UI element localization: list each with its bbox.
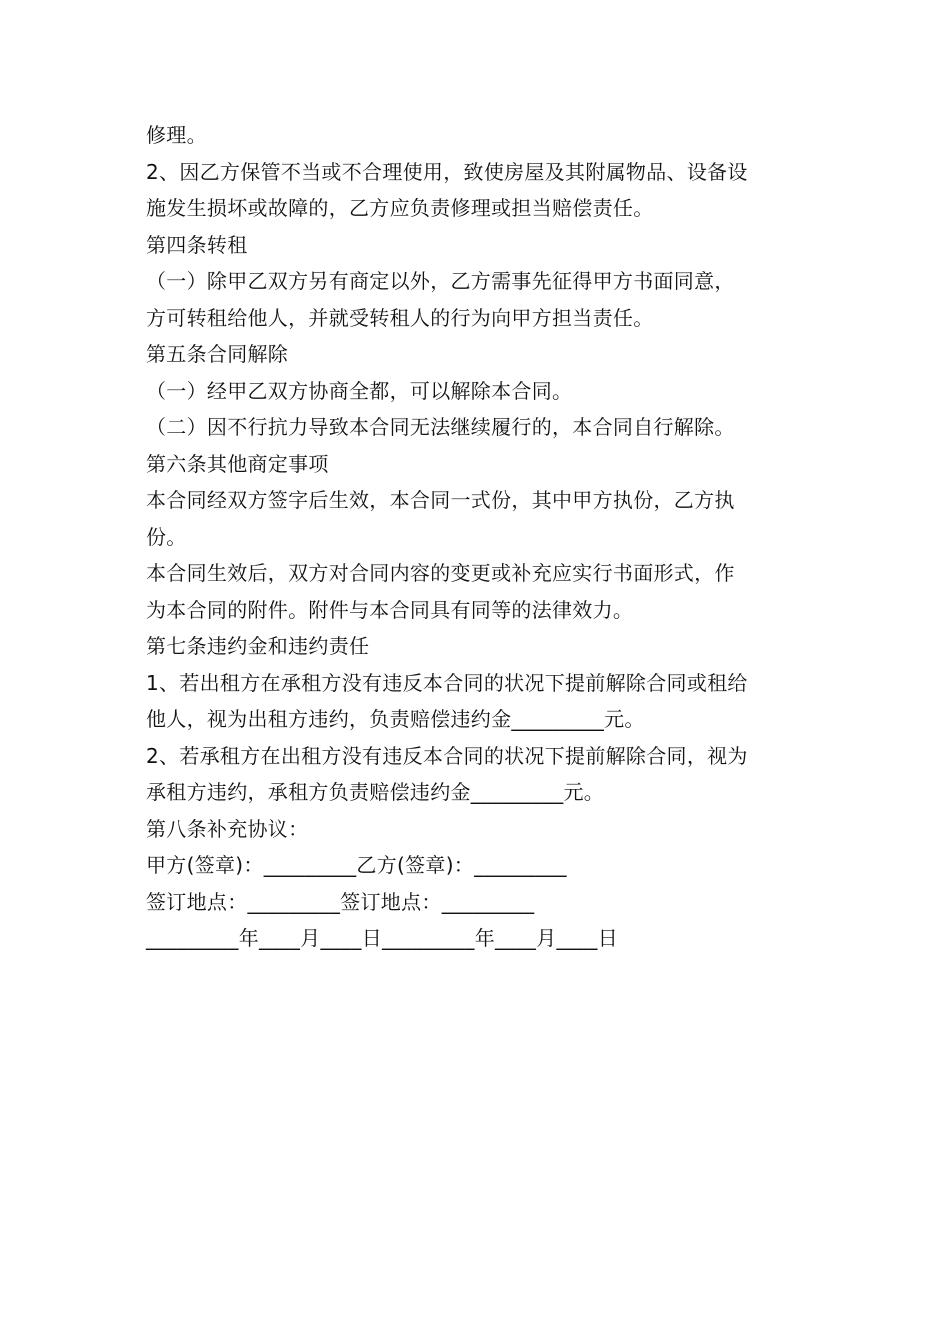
text-line: 修理。 xyxy=(146,123,207,147)
section-heading: 第四条转租 xyxy=(146,232,248,257)
signature-line: 甲方(签章)：_________乙方(签章)：_________ xyxy=(146,853,567,877)
document-body xyxy=(146,117,816,957)
text-line: 本合同生效后，双方对合同内容的变更或补充应实行书面形式，作 xyxy=(146,561,735,585)
text-line: （一）除甲乙双方另有商定以外，乙方需事先征得甲方书面同意， xyxy=(146,269,735,293)
text-line: 份。 xyxy=(146,524,187,549)
section-heading: 第五条合同解除 xyxy=(146,342,289,366)
signing-place-line: 签订地点：_________签订地点：_________ xyxy=(146,889,535,914)
text-line: 方可转租给他人，并就受转租人的行为向甲方担当责任。 xyxy=(146,305,654,330)
text-line: （二）因不行抗力导致本合同无法继续履行的，本合同自行解除。 xyxy=(146,415,735,439)
date-line: _________年____月____日_________年____月____日 xyxy=(146,926,618,950)
text-line: （一）经甲乙双方协商全都，可以解除本合同。 xyxy=(146,378,573,403)
text-line: 2、若承租方在出租方没有违反本合同的状况下提前解除合同，视为 xyxy=(146,743,748,768)
text-line: 1、若出租方在承租方没有违反本合同的状况下提前解除合同或租给 xyxy=(146,670,748,695)
section-heading: 第八条补充协议： xyxy=(146,816,309,841)
text-line: 2、因乙方保管不当或不合理使用，致使房屋及其附属物品、设备设 xyxy=(146,159,748,184)
text-line: 他人，视为出租方违约，负责赔偿违约金_________元。 xyxy=(146,707,645,731)
section-heading: 第六条其他商定事项 xyxy=(146,451,329,476)
text-line: 本合同经双方签字后生效，本合同一式份，其中甲方执份，乙方执 xyxy=(146,488,735,512)
section-heading: 第七条违约金和违约责任 xyxy=(146,634,370,658)
text-line: 承租方违约，承租方负责赔偿违约金_________元。 xyxy=(146,780,605,804)
text-line: 为本合同的附件。附件与本合同具有同等的法律效力。 xyxy=(146,597,634,622)
text-line: 施发生损坏或故障的，乙方应负责修理或担当赔偿责任。 xyxy=(146,196,654,220)
